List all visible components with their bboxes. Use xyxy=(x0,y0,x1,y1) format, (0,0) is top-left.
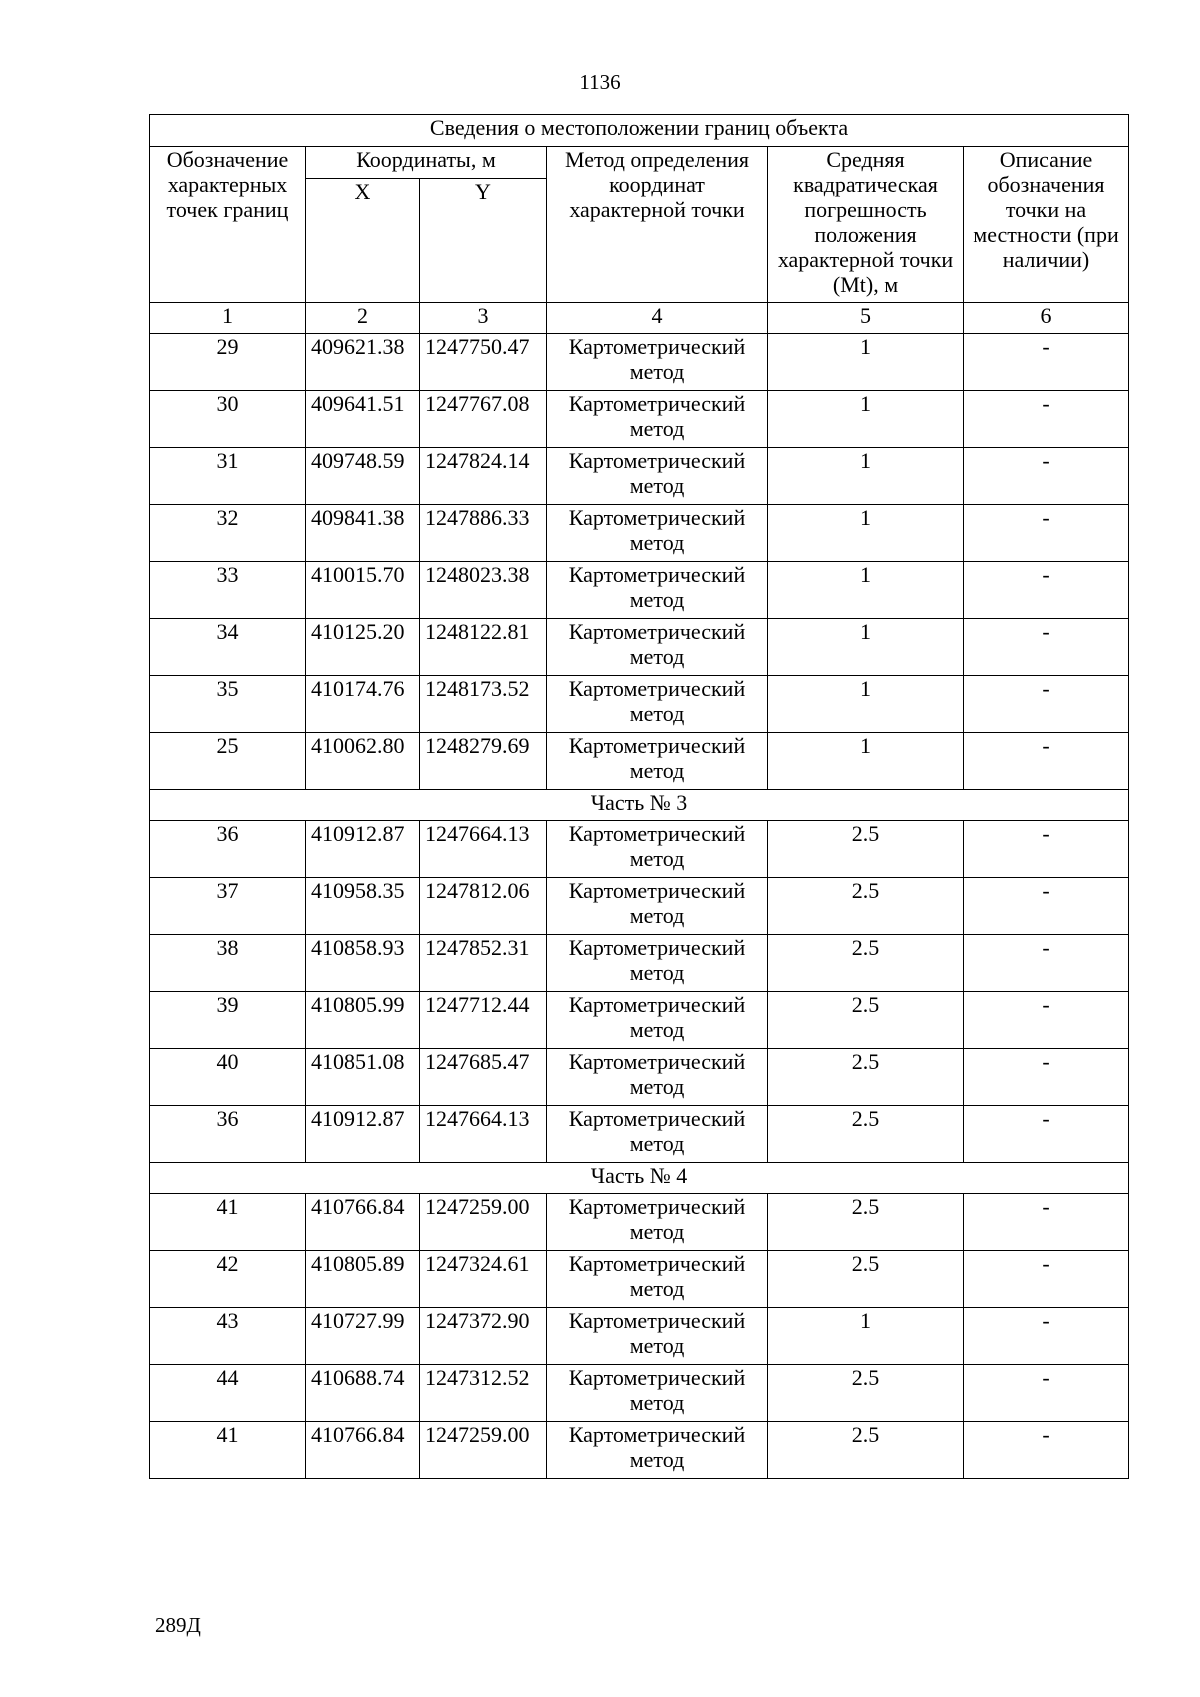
table-row xyxy=(150,1251,1129,1308)
header-method: Метод определения координат характерной точки xyxy=(547,147,768,303)
method-cell: Картометрический метод xyxy=(547,992,768,1049)
x-coordinate-cell: 410174.76 xyxy=(306,676,420,733)
table-row xyxy=(150,505,1129,562)
x-coordinate-cell: 410912.87 xyxy=(306,1106,420,1163)
mt-error-cell: 2.5 xyxy=(768,1106,964,1163)
y-coordinate-cell: 1247750.47 xyxy=(420,334,547,391)
table-row xyxy=(150,676,1129,733)
x-coordinate-cell: 410858.93 xyxy=(306,935,420,992)
mt-error-cell: 1 xyxy=(768,562,964,619)
table-row xyxy=(150,821,1129,878)
x-coordinate-cell: 410062.80 xyxy=(306,733,420,790)
y-coordinate-cell: 1247372.90 xyxy=(420,1308,547,1365)
x-coordinate-cell: 410015.70 xyxy=(306,562,420,619)
method-cell: Картометрический метод xyxy=(547,505,768,562)
header-x: X xyxy=(306,179,420,303)
table-row xyxy=(150,1194,1129,1251)
mt-error-cell: 2.5 xyxy=(768,1251,964,1308)
x-coordinate-cell: 409841.38 xyxy=(306,505,420,562)
table-row xyxy=(150,391,1129,448)
y-coordinate-cell: 1248023.38 xyxy=(420,562,547,619)
description-cell: - xyxy=(964,733,1129,790)
header-y: Y xyxy=(420,179,547,303)
table-row xyxy=(150,1365,1129,1422)
mt-error-cell: 2.5 xyxy=(768,878,964,935)
method-cell: Картометрический метод xyxy=(547,733,768,790)
method-cell: Картометрический метод xyxy=(547,878,768,935)
method-cell: Картометрический метод xyxy=(547,562,768,619)
part-heading: Часть № 4 xyxy=(150,1163,1129,1194)
column-number: 3 xyxy=(420,303,547,334)
point-number-cell: 36 xyxy=(150,821,306,878)
column-number: 4 xyxy=(547,303,768,334)
method-cell: Картометрический метод xyxy=(547,1251,768,1308)
boundary-coordinates-table xyxy=(149,114,1129,1479)
method-cell: Картометрический метод xyxy=(547,391,768,448)
point-number-cell: 36 xyxy=(150,1106,306,1163)
method-cell: Картометрический метод xyxy=(547,1422,768,1479)
point-number-cell: 30 xyxy=(150,391,306,448)
column-number: 5 xyxy=(768,303,964,334)
part-heading-row xyxy=(150,1163,1129,1194)
mt-error-cell: 2.5 xyxy=(768,1194,964,1251)
mt-error-cell: 1 xyxy=(768,676,964,733)
page-number: 1136 xyxy=(579,70,621,94)
x-coordinate-cell: 410766.84 xyxy=(306,1194,420,1251)
table-row xyxy=(150,334,1129,391)
point-number-cell: 31 xyxy=(150,448,306,505)
table-row xyxy=(150,448,1129,505)
table-row xyxy=(150,1106,1129,1163)
header-description: Описание обозначения точки на местности (при наличии) xyxy=(964,147,1129,303)
mt-error-cell: 2.5 xyxy=(768,1049,964,1106)
y-coordinate-cell: 1247259.00 xyxy=(420,1194,547,1251)
document-code: 289Д xyxy=(155,1613,201,1637)
description-cell: - xyxy=(964,562,1129,619)
x-coordinate-cell: 410125.20 xyxy=(306,619,420,676)
method-cell: Картометрический метод xyxy=(547,676,768,733)
table-row xyxy=(150,1308,1129,1365)
y-coordinate-cell: 1247767.08 xyxy=(420,391,547,448)
table-title: Сведения о местоположении границ объекта xyxy=(150,115,1129,147)
header-point: Обозначение характерных точек границ xyxy=(150,147,306,303)
y-coordinate-cell: 1247259.00 xyxy=(420,1422,547,1479)
mt-error-cell: 1 xyxy=(768,619,964,676)
point-number-cell: 42 xyxy=(150,1251,306,1308)
x-coordinate-cell: 410805.89 xyxy=(306,1251,420,1308)
table-row xyxy=(150,1049,1129,1106)
method-cell: Картометрический метод xyxy=(547,1365,768,1422)
mt-error-cell: 2.5 xyxy=(768,1365,964,1422)
description-cell: - xyxy=(964,1251,1129,1308)
y-coordinate-cell: 1247685.47 xyxy=(420,1049,547,1106)
x-coordinate-cell: 410851.08 xyxy=(306,1049,420,1106)
column-number: 1 xyxy=(150,303,306,334)
y-coordinate-cell: 1248122.81 xyxy=(420,619,547,676)
table-row xyxy=(150,878,1129,935)
y-coordinate-cell: 1247852.31 xyxy=(420,935,547,992)
description-cell: - xyxy=(964,1422,1129,1479)
point-number-cell: 37 xyxy=(150,878,306,935)
x-coordinate-cell: 410688.74 xyxy=(306,1365,420,1422)
mt-error-cell: 1 xyxy=(768,505,964,562)
mt-error-cell: 2.5 xyxy=(768,935,964,992)
mt-error-cell: 1 xyxy=(768,391,964,448)
y-coordinate-cell: 1247886.33 xyxy=(420,505,547,562)
description-cell: - xyxy=(964,935,1129,992)
table-row xyxy=(150,1422,1129,1479)
header-error: Средняя квадратическая погрешность положения характерной точки (Mt), м xyxy=(768,147,964,303)
column-number-row xyxy=(150,303,1129,334)
point-number-cell: 32 xyxy=(150,505,306,562)
method-cell: Картометрический метод xyxy=(547,1194,768,1251)
column-number: 6 xyxy=(964,303,1129,334)
description-cell: - xyxy=(964,1049,1129,1106)
point-number-cell: 29 xyxy=(150,334,306,391)
point-number-cell: 43 xyxy=(150,1308,306,1365)
description-cell: - xyxy=(964,1308,1129,1365)
column-number: 2 xyxy=(306,303,420,334)
header-coordinates: Координаты, м xyxy=(306,147,547,179)
y-coordinate-cell: 1247312.52 xyxy=(420,1365,547,1422)
y-coordinate-cell: 1247812.06 xyxy=(420,878,547,935)
point-number-cell: 35 xyxy=(150,676,306,733)
x-coordinate-cell: 410912.87 xyxy=(306,821,420,878)
point-number-cell: 41 xyxy=(150,1422,306,1479)
y-coordinate-cell: 1247324.61 xyxy=(420,1251,547,1308)
mt-error-cell: 1 xyxy=(768,733,964,790)
y-coordinate-cell: 1247712.44 xyxy=(420,992,547,1049)
description-cell: - xyxy=(964,676,1129,733)
mt-error-cell: 2.5 xyxy=(768,821,964,878)
y-coordinate-cell: 1247824.14 xyxy=(420,448,547,505)
x-coordinate-cell: 409621.38 xyxy=(306,334,420,391)
description-cell: - xyxy=(964,1365,1129,1422)
part-heading: Часть № 3 xyxy=(150,790,1129,821)
description-cell: - xyxy=(964,992,1129,1049)
mt-error-cell: 1 xyxy=(768,334,964,391)
description-cell: - xyxy=(964,1106,1129,1163)
point-number-cell: 39 xyxy=(150,992,306,1049)
y-coordinate-cell: 1247664.13 xyxy=(420,821,547,878)
mt-error-cell: 1 xyxy=(768,448,964,505)
description-cell: - xyxy=(964,1194,1129,1251)
x-coordinate-cell: 410766.84 xyxy=(306,1422,420,1479)
y-coordinate-cell: 1248279.69 xyxy=(420,733,547,790)
method-cell: Картометрический метод xyxy=(547,448,768,505)
part-heading-row xyxy=(150,790,1129,821)
description-cell: - xyxy=(964,391,1129,448)
table-row xyxy=(150,992,1129,1049)
x-coordinate-cell: 409748.59 xyxy=(306,448,420,505)
point-number-cell: 44 xyxy=(150,1365,306,1422)
point-number-cell: 34 xyxy=(150,619,306,676)
description-cell: - xyxy=(964,878,1129,935)
y-coordinate-cell: 1248173.52 xyxy=(420,676,547,733)
point-number-cell: 40 xyxy=(150,1049,306,1106)
method-cell: Картометрический метод xyxy=(547,619,768,676)
method-cell: Картометрический метод xyxy=(547,1308,768,1365)
description-cell: - xyxy=(964,448,1129,505)
mt-error-cell: 2.5 xyxy=(768,992,964,1049)
point-number-cell: 25 xyxy=(150,733,306,790)
point-number-cell: 41 xyxy=(150,1194,306,1251)
point-number-cell: 38 xyxy=(150,935,306,992)
point-number-cell: 33 xyxy=(150,562,306,619)
method-cell: Картометрический метод xyxy=(547,935,768,992)
table-row xyxy=(150,562,1129,619)
x-coordinate-cell: 410727.99 xyxy=(306,1308,420,1365)
method-cell: Картометрический метод xyxy=(547,334,768,391)
table-row xyxy=(150,733,1129,790)
y-coordinate-cell: 1247664.13 xyxy=(420,1106,547,1163)
table-row xyxy=(150,935,1129,992)
method-cell: Картометрический метод xyxy=(547,821,768,878)
x-coordinate-cell: 410805.99 xyxy=(306,992,420,1049)
mt-error-cell: 2.5 xyxy=(768,1422,964,1479)
mt-error-cell: 1 xyxy=(768,1308,964,1365)
description-cell: - xyxy=(964,821,1129,878)
table-row xyxy=(150,619,1129,676)
x-coordinate-cell: 409641.51 xyxy=(306,391,420,448)
method-cell: Картометрический метод xyxy=(547,1106,768,1163)
method-cell: Картометрический метод xyxy=(547,1049,768,1106)
x-coordinate-cell: 410958.35 xyxy=(306,878,420,935)
description-cell: - xyxy=(964,619,1129,676)
description-cell: - xyxy=(964,334,1129,391)
description-cell: - xyxy=(964,505,1129,562)
